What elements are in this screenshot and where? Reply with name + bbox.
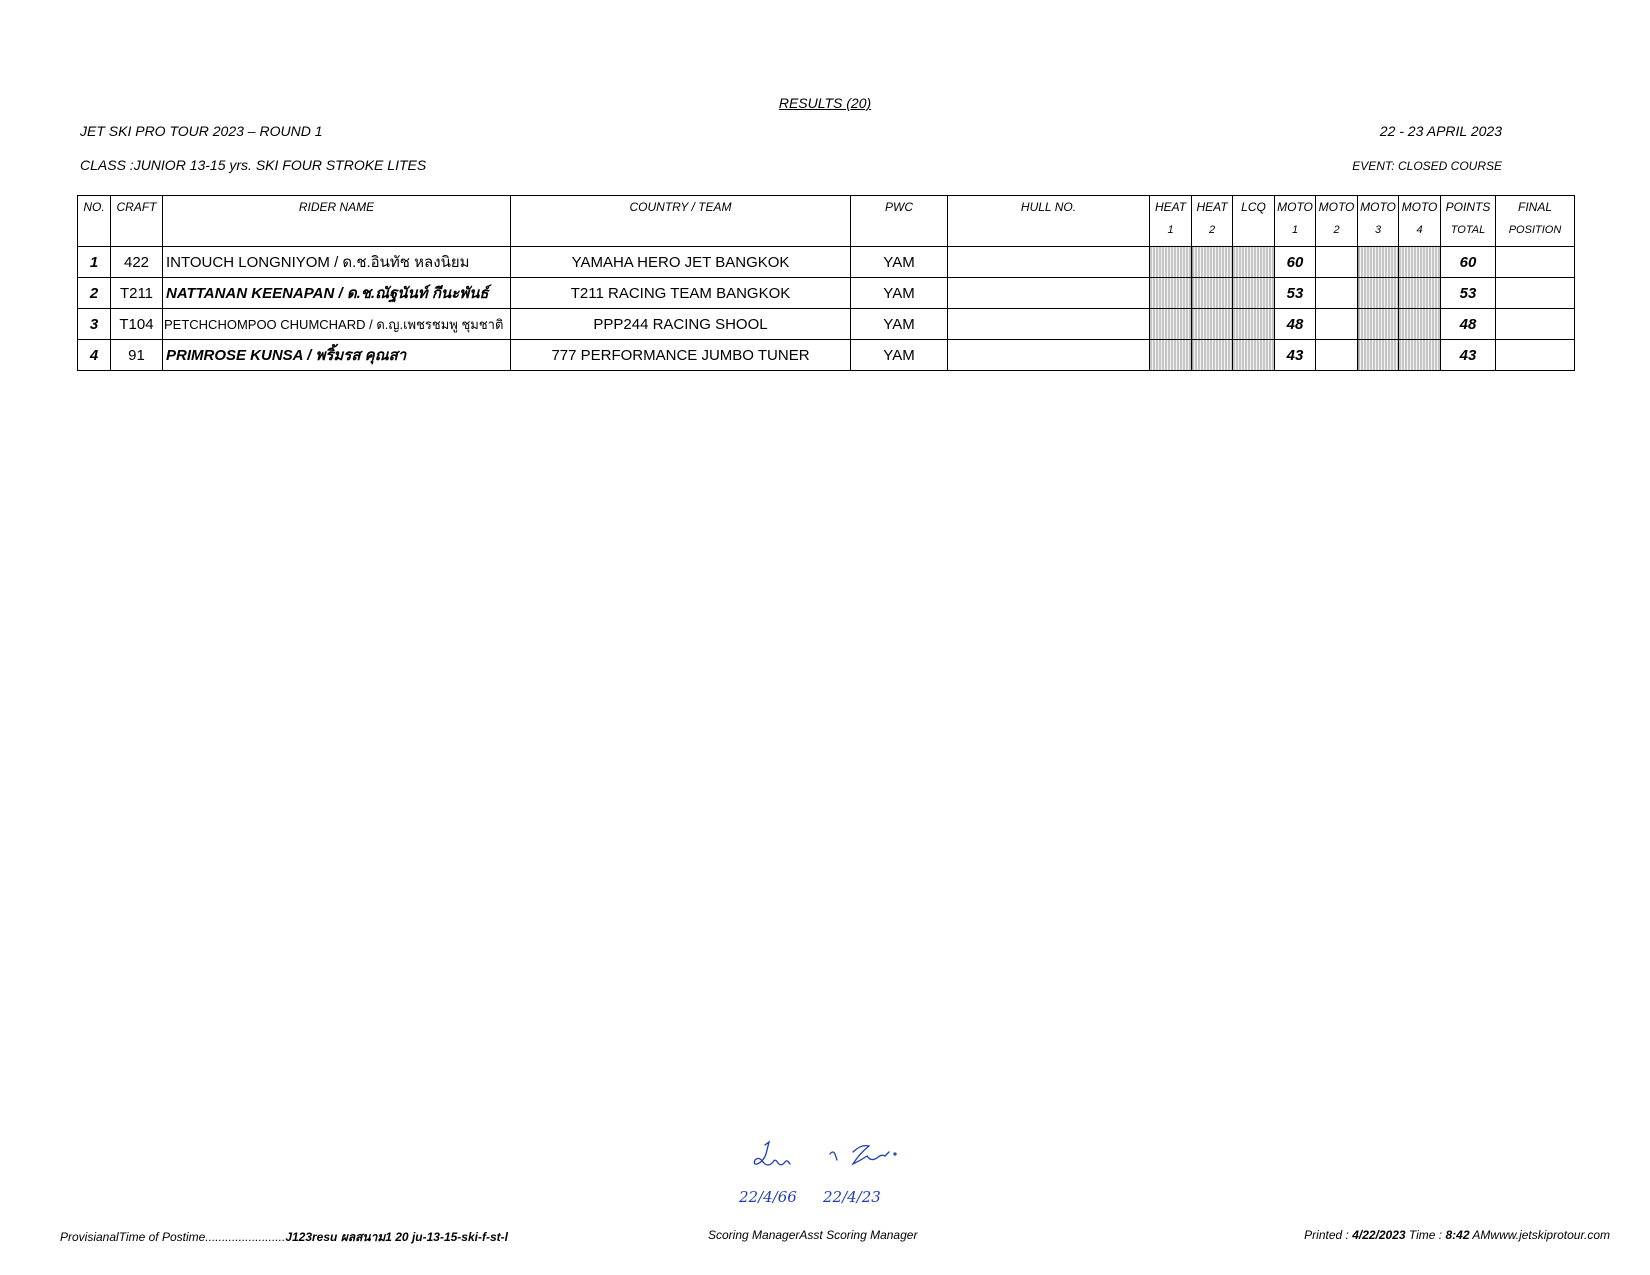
cell-hull-no bbox=[948, 247, 1150, 278]
footer-posting-info bbox=[60, 1228, 508, 1247]
footer-scoring-manager-label: Scoring Manager bbox=[708, 1228, 800, 1242]
event-date: 22 - 23 APRIL 2023 bbox=[1379, 123, 1502, 139]
cell-hull-no bbox=[948, 309, 1150, 340]
cell-heat-2-shaded bbox=[1192, 340, 1233, 371]
cell-final-position bbox=[1496, 278, 1575, 309]
cell-pwc: YAM bbox=[851, 247, 948, 278]
col-header-hull-no: HULL NO. bbox=[948, 196, 1150, 247]
col-header-final-position: FINAL POSITION bbox=[1496, 196, 1575, 247]
col-header-moto-2: MOTO 2 bbox=[1316, 196, 1358, 247]
footer-postime-dots: ........................ bbox=[205, 1230, 286, 1244]
col-header-rider-name: RIDER NAME bbox=[163, 196, 511, 247]
cell-heat-1-shaded bbox=[1150, 340, 1192, 371]
col-header-heat-1: HEAT 1 bbox=[1150, 196, 1192, 247]
cell-final-position bbox=[1496, 247, 1575, 278]
cell-moto-3-shaded bbox=[1358, 247, 1399, 278]
col-header-moto-1: MOTO 1 bbox=[1275, 196, 1316, 247]
col-header-moto-4: MOTO 4 bbox=[1399, 196, 1441, 247]
cell-rider-name: PRIMROSE KUNSA / พริ้มรส คุณสา bbox=[163, 340, 511, 371]
cell-no: 3 bbox=[78, 309, 111, 340]
footer-asst-scoring-manager-label: Asst Scoring Manager bbox=[799, 1228, 918, 1242]
cell-hull-no bbox=[948, 340, 1150, 371]
cell-moto-1: 48 bbox=[1275, 309, 1316, 340]
col-header-lcq: LCQ bbox=[1233, 196, 1275, 247]
footer-printed-date: 4/22/2023 bbox=[1352, 1228, 1406, 1242]
cell-moto-4-shaded bbox=[1399, 247, 1441, 278]
table-row bbox=[78, 247, 1575, 278]
table-row bbox=[78, 340, 1575, 371]
cell-points-total: 53 bbox=[1441, 278, 1496, 309]
col-header-pwc: PWC bbox=[851, 196, 948, 247]
cell-moto-2 bbox=[1316, 340, 1358, 371]
cell-points-total: 43 bbox=[1441, 340, 1496, 371]
col-header-heat-2: HEAT 2 bbox=[1192, 196, 1233, 247]
footer-time-label: Time : bbox=[1405, 1228, 1446, 1242]
col-header-points-total: POINTS TOTAL bbox=[1441, 196, 1496, 247]
cell-pwc: YAM bbox=[851, 309, 948, 340]
cell-moto-2 bbox=[1316, 247, 1358, 278]
cell-lcq-shaded bbox=[1233, 309, 1275, 340]
cell-craft: T211 bbox=[111, 278, 163, 309]
svg-text:22/4/23: 22/4/23 bbox=[823, 1188, 881, 1206]
col-header-moto-3: MOTO 3 bbox=[1358, 196, 1399, 247]
cell-lcq-shaded bbox=[1233, 340, 1275, 371]
cell-moto-1: 43 bbox=[1275, 340, 1316, 371]
cell-moto-1: 60 bbox=[1275, 247, 1316, 278]
event-type: EVENT: CLOSED COURSE bbox=[1352, 159, 1502, 173]
cell-no: 4 bbox=[78, 340, 111, 371]
cell-moto-2 bbox=[1316, 278, 1358, 309]
cell-moto-4-shaded bbox=[1399, 278, 1441, 309]
table-header-row bbox=[78, 196, 1575, 247]
cell-lcq-shaded bbox=[1233, 278, 1275, 309]
cell-rider-name: NATTANAN KEENAPAN / ด.ช.ณัฐนันท์ กีนะพันธ์ bbox=[163, 278, 511, 309]
cell-moto-3-shaded bbox=[1358, 340, 1399, 371]
col-header-craft: CRAFT bbox=[111, 196, 163, 247]
table-row bbox=[78, 309, 1575, 340]
cell-craft: 422 bbox=[111, 247, 163, 278]
cell-final-position bbox=[1496, 309, 1575, 340]
footer-print-info bbox=[1304, 1228, 1610, 1242]
cell-rider-name: INTOUCH LONGNIYOM / ด.ช.อินทัช หลงนิยม bbox=[163, 247, 511, 278]
class-name: CLASS :JUNIOR 13-15 yrs. SKI FOUR STROKE LITES bbox=[80, 157, 427, 173]
cell-heat-2-shaded bbox=[1192, 309, 1233, 340]
cell-team: 777 PERFORMANCE JUMBO TUNER bbox=[511, 340, 851, 371]
cell-points-total: 48 bbox=[1441, 309, 1496, 340]
cell-lcq-shaded bbox=[1233, 247, 1275, 278]
cell-moto-1: 53 bbox=[1275, 278, 1316, 309]
cell-team: YAMAHA HERO JET BANGKOK bbox=[511, 247, 851, 278]
cell-heat-2-shaded bbox=[1192, 278, 1233, 309]
col-header-no: NO. bbox=[78, 196, 111, 247]
cell-pwc: YAM bbox=[851, 340, 948, 371]
event-title: JET SKI PRO TOUR 2023 – ROUND 1 bbox=[80, 123, 323, 139]
cell-moto-3-shaded bbox=[1358, 278, 1399, 309]
footer-website: www.jetskiprotour.com bbox=[1490, 1228, 1610, 1242]
cell-rider-name: PETCHCHOMPOO CHUMCHARD / ด.ญ.เพชรชมพู ชุมชาติ bbox=[163, 309, 511, 340]
cell-team: T211 RACING TEAM BANGKOK bbox=[511, 278, 851, 309]
footer-file-code: J123resu ผลสนาม1 20 ju-13-15-ski-f-st-l bbox=[285, 1230, 508, 1244]
footer-ampm: AM bbox=[1469, 1228, 1491, 1242]
cell-moto-4-shaded bbox=[1399, 309, 1441, 340]
footer-postime-label: Time of Postime bbox=[118, 1230, 206, 1244]
cell-craft: 91 bbox=[111, 340, 163, 371]
cell-no: 2 bbox=[78, 278, 111, 309]
results-title: RESULTS (20) bbox=[778, 95, 872, 111]
svg-text:22/4/66: 22/4/66 bbox=[739, 1188, 797, 1206]
footer-provisional-label: Provisianal bbox=[60, 1230, 119, 1244]
cell-team: PPP244 RACING SHOOL bbox=[511, 309, 851, 340]
table-row bbox=[78, 278, 1575, 309]
cell-heat-1-shaded bbox=[1150, 309, 1192, 340]
col-header-country-team: COUNTRY / TEAM bbox=[511, 196, 851, 247]
footer-printed-time: 8:42 bbox=[1445, 1228, 1470, 1242]
footer-printed-label: Printed : bbox=[1304, 1228, 1353, 1242]
cell-points-total: 60 bbox=[1441, 247, 1496, 278]
footer-scoring-managers bbox=[708, 1228, 917, 1242]
cell-no: 1 bbox=[78, 247, 111, 278]
cell-moto-4-shaded bbox=[1399, 340, 1441, 371]
results-table bbox=[77, 195, 1575, 371]
cell-heat-1-shaded bbox=[1150, 247, 1192, 278]
cell-moto-3-shaded bbox=[1358, 309, 1399, 340]
cell-craft: T104 bbox=[111, 309, 163, 340]
cell-final-position bbox=[1496, 340, 1575, 371]
cell-hull-no bbox=[948, 278, 1150, 309]
cell-moto-2 bbox=[1316, 309, 1358, 340]
cell-pwc: YAM bbox=[851, 278, 948, 309]
cell-heat-2-shaded bbox=[1192, 247, 1233, 278]
cell-heat-1-shaded bbox=[1150, 278, 1192, 309]
handwritten-signatures bbox=[735, 1140, 915, 1210]
